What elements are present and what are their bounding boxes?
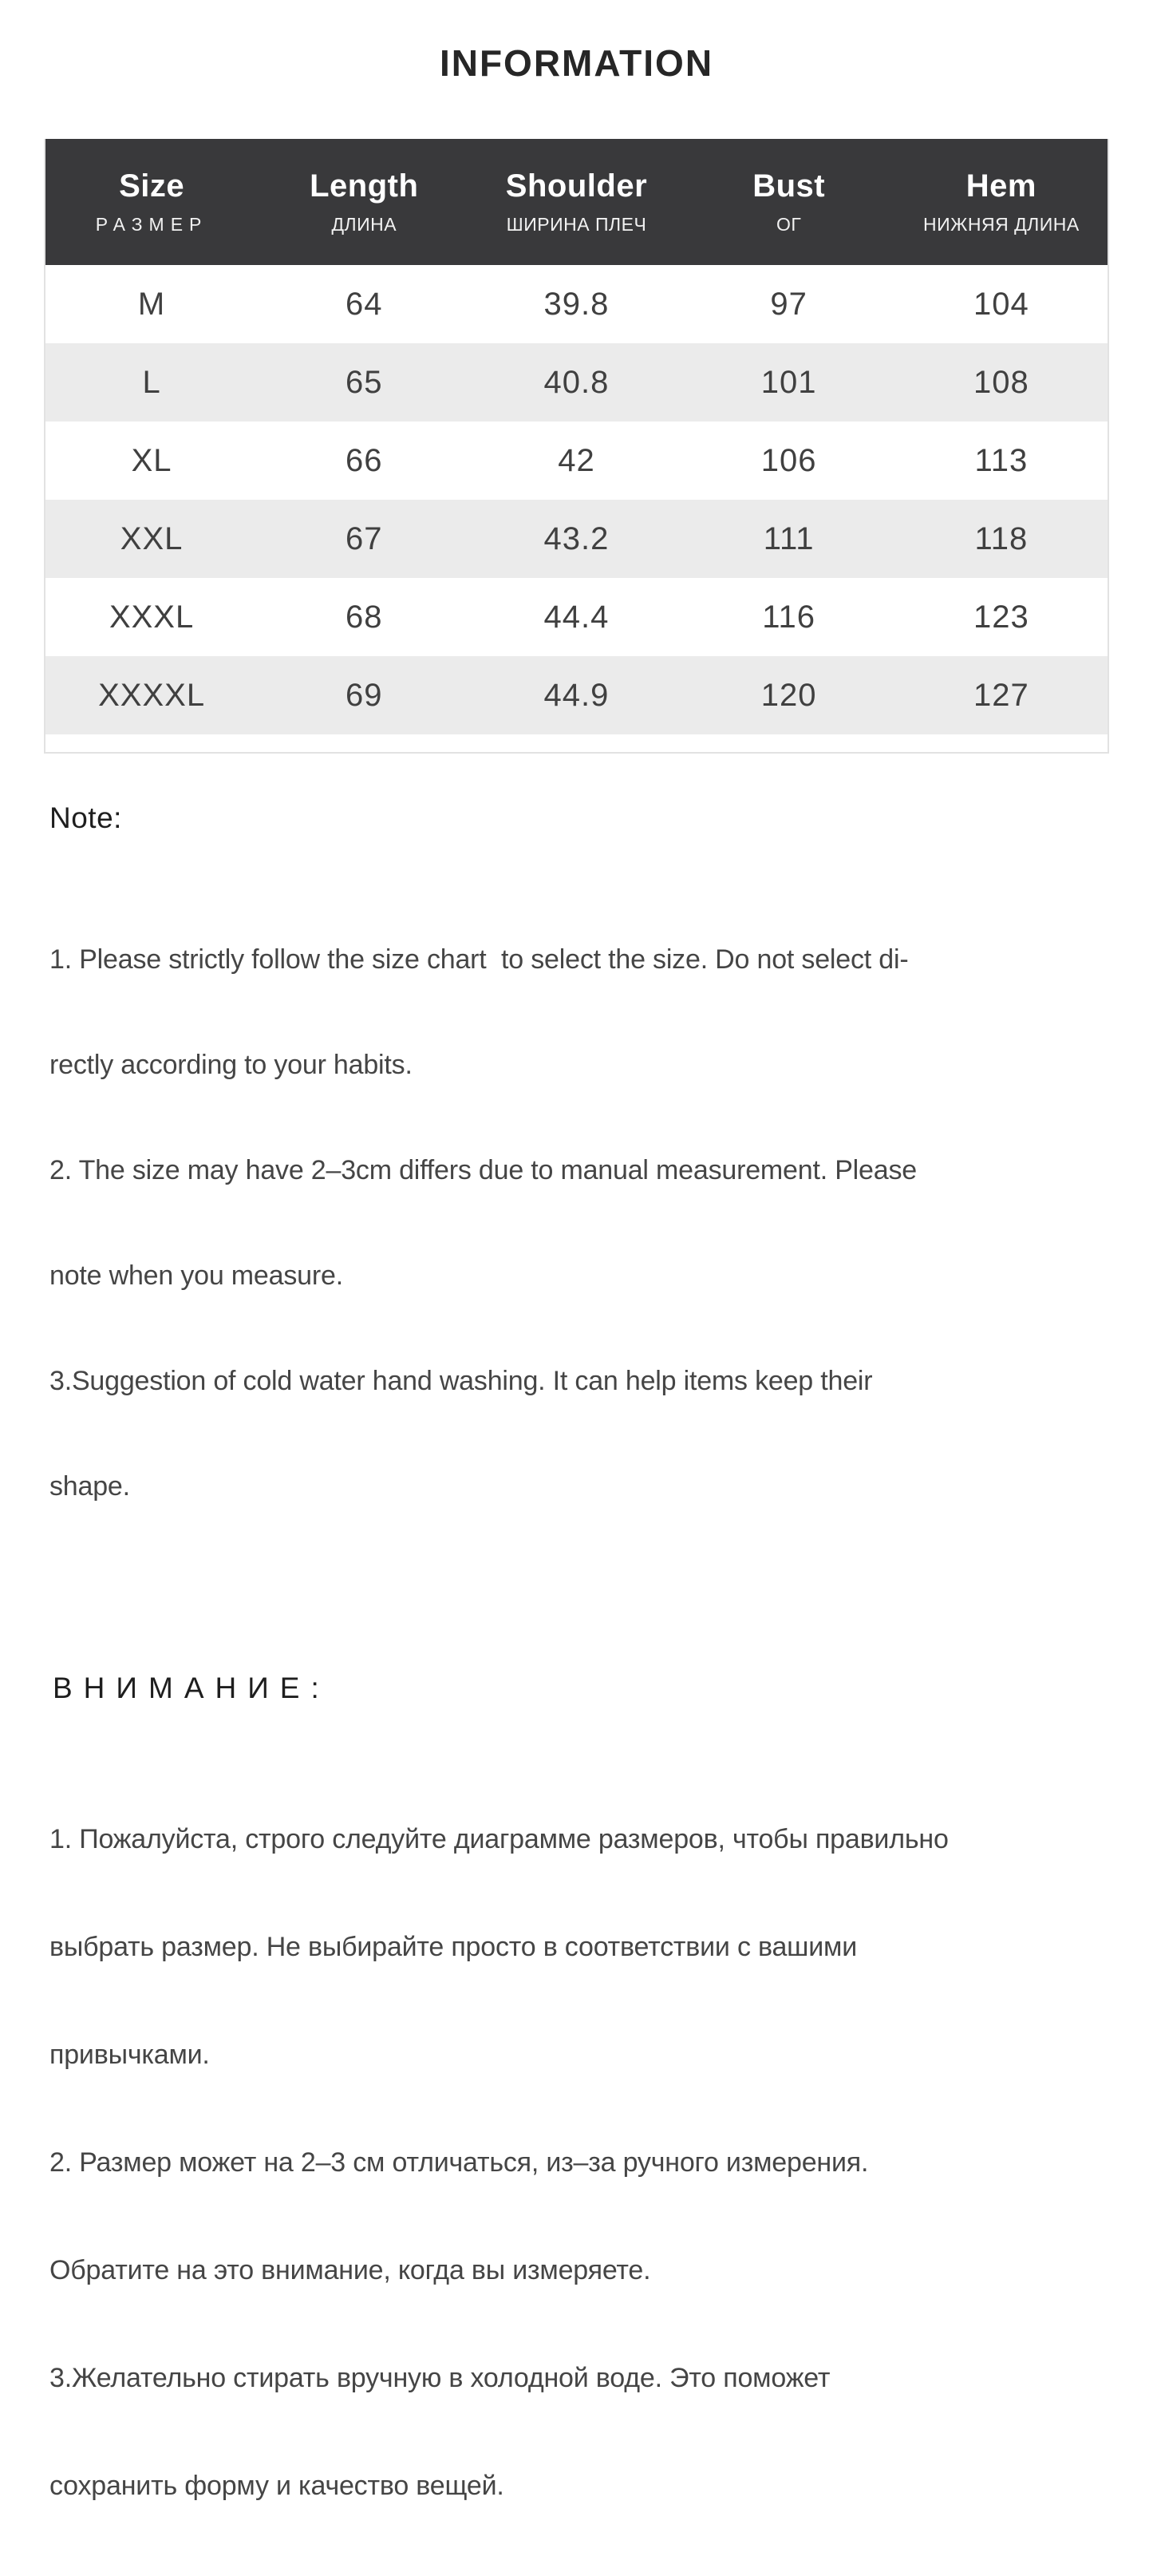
- measurement-cell: 127: [895, 656, 1108, 734]
- note-line: сохранить форму и качество вещей.: [49, 2471, 504, 2501]
- note-text-en: [49, 872, 1109, 1574]
- note-line: 3.Suggestion of cold water hand washing. It can help items keep their: [49, 1366, 873, 1396]
- note-line: привычками.: [49, 2040, 210, 2070]
- col-header-hem-en: Hem: [965, 168, 1037, 204]
- measurement-cell: 101: [683, 343, 895, 421]
- note-line: note when you measure.: [49, 1260, 343, 1291]
- measurement-cell: 120: [683, 656, 895, 734]
- measurement-cell: 66: [346, 442, 383, 478]
- measurement-cell: 39.8: [543, 286, 610, 322]
- note-line: 3.Желательно стирать вручную в холодной воде. Это поможет: [49, 2363, 831, 2393]
- size-label-cell: L: [45, 343, 258, 421]
- size-label-cell: XXXL: [109, 599, 195, 635]
- col-header-size: [45, 139, 258, 265]
- note-heading-ru: ВНИМАНИЕ:: [53, 1672, 330, 1704]
- measurement-cell: 44.9: [470, 656, 682, 734]
- table-row-xxxxl: [45, 656, 1108, 734]
- size-label-cell: XXXXL: [45, 656, 258, 734]
- note-line: Обратите на это внимание, когда вы измеряете.: [49, 2255, 651, 2285]
- measurement-cell: 116: [762, 599, 816, 635]
- measurement-cell: 43.2: [470, 500, 682, 578]
- col-header-hem-ru: НИЖНЯЯ ДЛИНА: [923, 214, 1080, 235]
- measurement-cell: 40.8: [470, 343, 682, 421]
- col-header-length-ru: ДЛИНА: [331, 214, 397, 235]
- size-label-cell: XXL: [45, 500, 258, 578]
- col-header-shoulder-en: Shoulder: [505, 168, 648, 204]
- col-header-shoulder-ru: ШИРИНА ПЛЕЧ: [506, 214, 647, 235]
- col-header-size-ru: РАЗМЕР: [95, 214, 208, 235]
- size-label-cell: XL: [131, 442, 172, 478]
- col-header-size-en: Size: [119, 168, 185, 204]
- note-line: rectly according to your habits.: [49, 1050, 413, 1080]
- measurement-cell: 44.4: [543, 599, 610, 635]
- measurement-cell: 97: [770, 286, 807, 322]
- measurement-cell: 67: [258, 500, 470, 578]
- note-line: shape.: [49, 1471, 130, 1502]
- size-table-header-row: [45, 139, 1108, 265]
- col-header-hem: [895, 139, 1108, 265]
- table-row-m: [45, 265, 1108, 343]
- measurement-cell: 111: [683, 500, 895, 578]
- measurement-cell: 123: [973, 599, 1029, 635]
- col-header-bust-en: Bust: [752, 168, 826, 204]
- size-table-card: [44, 139, 1109, 754]
- size-table: [45, 139, 1108, 734]
- note-line: выбрать размер. Не выбирайте просто в соответствии с вашими: [49, 1932, 858, 1962]
- note-line: 1. Пожалуйста, строго следуйте диаграмме размеров, чтобы правильно: [49, 1824, 949, 1854]
- measurement-cell: 42: [558, 442, 595, 478]
- table-row-xl: [45, 421, 1108, 500]
- measurement-cell: 64: [346, 286, 383, 322]
- note-heading-en: Note:: [49, 801, 122, 834]
- col-header-shoulder: [470, 139, 682, 265]
- measurement-cell: 106: [760, 442, 817, 478]
- col-header-bust-ru: ОГ: [776, 214, 802, 235]
- note-line: 2. Размер может на 2–3 см отличаться, из–за ручного измерения.: [49, 2147, 869, 2178]
- measurement-cell: 113: [974, 442, 1029, 478]
- table-row-l: [45, 343, 1108, 421]
- measurement-cell: 69: [258, 656, 470, 734]
- page-title: INFORMATION: [439, 42, 714, 84]
- col-header-length: [258, 139, 470, 265]
- col-header-length-en: Length: [310, 168, 419, 204]
- note-line: 2. The size may have 2–3cm differs due to manual measurement. Please: [49, 1155, 917, 1185]
- note-text-ru: [49, 1750, 1109, 2576]
- measurement-cell: 104: [973, 286, 1029, 322]
- size-label-cell: M: [137, 286, 166, 322]
- measurement-cell: 68: [346, 599, 383, 635]
- measurement-cell: 118: [895, 500, 1108, 578]
- note-line: 1. Please strictly follow the size chart to select the size. Do not select di-: [49, 944, 909, 975]
- table-row-xxl: [45, 500, 1108, 578]
- measurement-cell: 108: [895, 343, 1108, 421]
- col-header-bust: [683, 139, 895, 265]
- measurement-cell: 65: [258, 343, 470, 421]
- table-row-xxxl: [45, 578, 1108, 656]
